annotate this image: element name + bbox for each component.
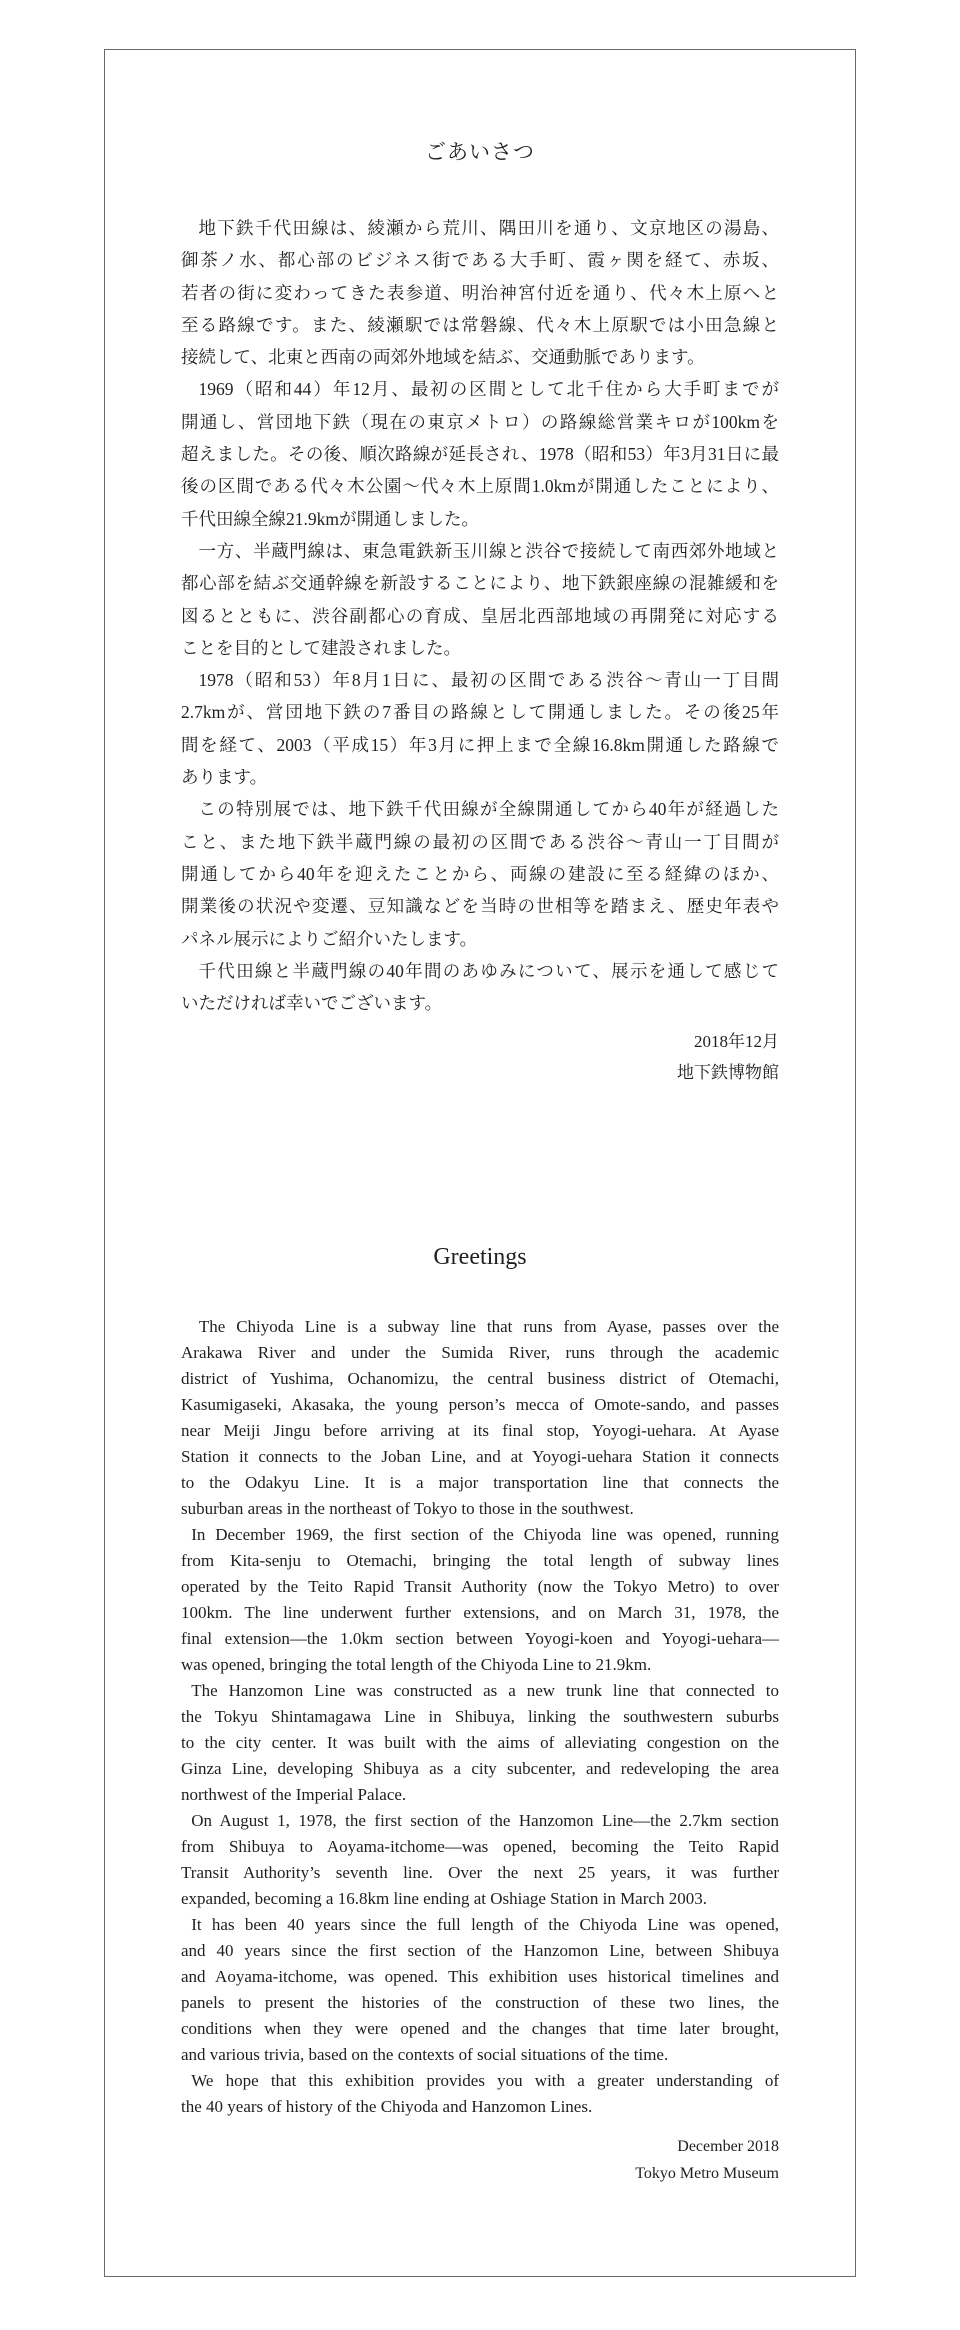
english-signature: Tokyo Metro Museum [635,2165,779,2182]
japanese-title: ごあいさつ [425,140,535,164]
text-line: 図るとともに、渋谷副都心の育成、皇居北西部地域の再開発に対応する [181,605,779,626]
paragraph [181,793,779,954]
text-line: Kasumigaseki, Akasaka, the young person’s mecca of Omote-sando, and passes [181,1395,779,1414]
text-line: the 40 years of history of the Chiyoda and Hanzomon Lines. [181,2097,593,2116]
paragraph [181,664,779,793]
text-line: and Aoyama-itchome, was opened. This exhibition uses historical timelines and [181,1967,779,1986]
text-line: 若者の街に変わってきた表参道、明治神宮付近を通り、代々木上原へと [181,282,779,303]
text-line: 後の区間である代々木公園〜代々木上原間1.0kmが開通したことにより、 [181,476,779,497]
text-line: Ginza Line, developing Shibuya as a city subcenter, and redeveloping the area [181,1759,779,1778]
text-line: to the Odakyu Line. It is a major transportation line that connects the [181,1473,779,1492]
english-body [181,1314,779,2120]
text-line: final extension—the 1.0km section between Yoyogi-koen and Yoyogi-uehara— [181,1629,779,1648]
text-line: and various trivia, based on the contexts of social situations of the time. [181,2045,669,2064]
text-line: この特別展では、地下鉄千代田線が全線開通してから40年が経過した [198,799,779,820]
text-line: Transit Authority’s seventh line. Over the next 25 years, it was further [181,1863,779,1882]
text-line: いただければ幸いでございます。 [181,993,443,1014]
text-line: 至る路線です。また、綾瀬駅では常磐線、代々木上原駅では小田急線と [181,314,779,335]
text-line: ことを目的として建設されました。 [181,637,461,658]
paragraph [181,1678,779,1808]
japanese-signature: 地下鉄博物館 [677,1063,779,1082]
text-line: パネル展示によりご紹介いたします。 [181,928,478,949]
paragraph [181,212,779,373]
text-line: expanded, becoming a 16.8km line ending at Oshiage Station in March 2003. [181,1889,707,1908]
text-line: 1978（昭和53）年8月1日に、最初の区間である渋谷〜青山一丁目間 [198,670,779,691]
text-line: northwest of the Imperial Palace. [181,1785,407,1804]
paragraph [181,1912,779,2068]
text-line: 2.7kmが、営団地下鉄の7番目の路線として開通しました。その後25年 [181,702,779,723]
paragraph [181,1808,779,1912]
text-line: to the city center. It was built with the aims of alleviating congestion on the [181,1733,779,1752]
text-line: suburban areas in the northeast of Tokyo to those in the southwest. [181,1499,634,1518]
english-title: Greetings [433,1244,527,1270]
text-line: Station it connects to the Joban Line, and at Yoyogi-uehara Station it connects [181,1447,779,1466]
text-line: 地下鉄千代田線は、綾瀬から荒川、隅田川を通り、文京地区の湯島、 [198,218,779,238]
paragraph [181,2068,779,2120]
text-line: operated by the Teito Rapid Transit Authority (now the Tokyo Metro) to over [181,1577,779,1596]
text-line: We hope that this exhibition provides you with a greater understanding of [191,2071,779,2090]
text-line: 千代田線全線21.9kmが開通しました。 [181,508,479,529]
text-line: 開通し、営団地下鉄（現在の東京メトロ）の路線総営業キロが100kmを [181,411,779,432]
text-line: 御茶ノ水、都心部のビジネス街である大手町、霞ヶ関を経て、赤坂、 [181,250,779,271]
text-line: こと、また地下鉄半蔵門線の最初の区間である渋谷〜青山一丁目間が [181,831,779,852]
japanese-body [181,212,779,1019]
text-line: 開業後の状況や変遷、豆知識などを当時の世相等を踏まえ、歴史年表や [181,896,779,917]
text-line: 都心部を結ぶ交通幹線を新設することにより、地下鉄銀座線の混雑緩和を [181,573,779,594]
text-line: On August 1, 1978, the first section of the Hanzomon Line—the 2.7km section [191,1811,779,1830]
japanese-date: 2018年12月 [694,1032,779,1051]
text-line: near Meiji Jingu before arriving at its final stop, Yoyogi-uehara. At Ayase [181,1421,779,1440]
paragraph [181,373,779,534]
text-line: 一方、半蔵門線は、東急電鉄新玉川線と渋谷で接続して南西郊外地域と [198,540,779,561]
text-line: 接続して、北東と西南の両郊外地域を結ぶ、交通動脈であります。 [181,347,705,368]
text-line: The Hanzomon Line was constructed as a new trunk line that connected to [191,1681,779,1700]
text-line: It has been 40 years since the full length of the Chiyoda Line was opened, [191,1915,779,1934]
text-line: district of Yushima, Ochanomizu, the central business district of Otemachi, [181,1369,779,1388]
text-line: 千代田線と半蔵門線の40年間のあゆみについて、展示を通して感じて [198,960,779,981]
paragraph [181,955,779,1020]
paragraph [181,1522,779,1678]
text-line: Arakawa River and under the Sumida River, runs through the academic [181,1343,779,1362]
text-line: conditions when they were opened and the changes that time later brought, [181,2019,779,2038]
text-line: 間を経て、2003（平成15）年3月に押上まで全線16.8km開通した路線で [181,734,779,755]
text-line: 1969（昭和44）年12月、最初の区間として北千住から大手町までが [198,379,779,400]
text-line: panels to present the histories of the construction of these two lines, the [181,1993,779,2012]
text-line: The Chiyoda Line is a subway line that runs from Ayase, passes over the [198,1317,779,1336]
text-line: from Shibuya to Aoyama-itchome—was opened, becoming the Teito Rapid [181,1837,779,1856]
text-line: was opened, bringing the total length of the Chiyoda Line to 21.9km. [181,1655,652,1674]
text-line: 開通してから40年を迎えたことから、両線の建設に至る経緯のほか、 [181,863,779,884]
english-closing [181,2133,779,2187]
text-line: the Tokyu Shintamagawa Line in Shibuya, linking the southwestern suburbs [181,1707,779,1726]
paragraph [181,535,779,664]
text-line: from Kita-senju to Otemachi, bringing the total length of subway lines [181,1551,779,1570]
text-line: 100km. The line underwent further extensions, and on March 31, 1978, the [181,1603,779,1622]
japanese-closing [181,1026,779,1088]
text-line: In December 1969, the first section of the Chiyoda line was opened, running [191,1525,779,1544]
paragraph [181,1314,779,1522]
english-date: December 2018 [677,2138,779,2155]
text-line: あります。 [181,767,268,788]
text-line: and 40 years since the first section of the Hanzomon Line, between Shibuya [181,1941,779,1960]
text-line: 超えました。その後、順次路線が延長され、1978（昭和53）年3月31日に最 [181,444,779,465]
